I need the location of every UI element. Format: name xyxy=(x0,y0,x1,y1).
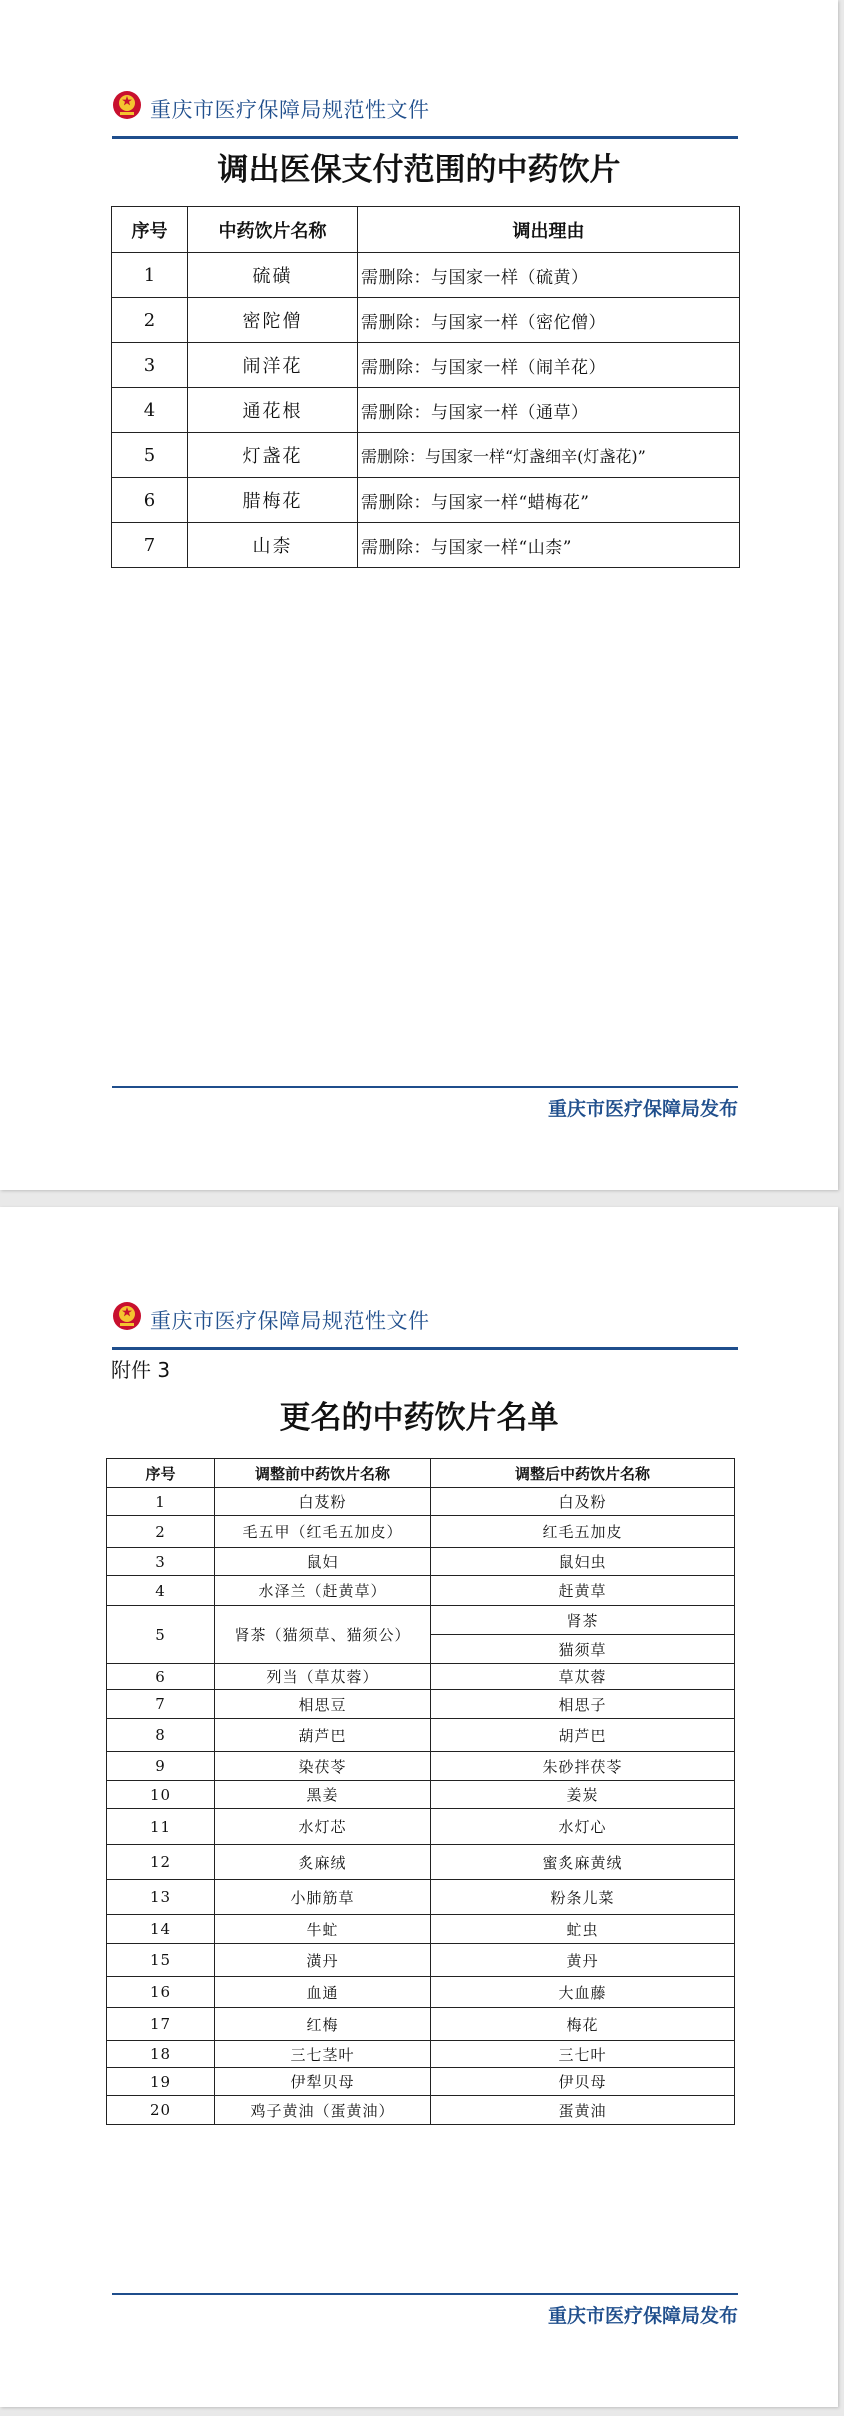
column-header: 序号 xyxy=(112,207,188,253)
name-after: 虻虫 xyxy=(431,1915,735,1944)
row-number: 14 xyxy=(107,1915,215,1944)
column-header: 调整前中药饮片名称 xyxy=(215,1459,431,1488)
table-row xyxy=(107,1516,735,1548)
name-after: 草苁蓉 xyxy=(431,1664,735,1690)
table-row xyxy=(107,1690,735,1719)
herb-name: 腊梅花 xyxy=(188,478,358,523)
table-row xyxy=(107,2068,735,2096)
table-row xyxy=(107,1548,735,1576)
name-before: 炙麻绒 xyxy=(215,1845,431,1880)
national-emblem-icon xyxy=(112,1301,142,1331)
row-number: 4 xyxy=(107,1576,215,1606)
name-after: 赶黄草 xyxy=(431,1576,735,1606)
document-page-1 xyxy=(0,0,838,1190)
table-row xyxy=(107,1845,735,1880)
row-number: 18 xyxy=(107,2041,215,2068)
name-before: 相思豆 xyxy=(215,1690,431,1719)
table-row xyxy=(107,1752,735,1781)
name-after: 朱砂拌茯苓 xyxy=(431,1752,735,1781)
herb-name: 山柰 xyxy=(188,523,358,568)
column-header: 中药饮片名称 xyxy=(188,207,358,253)
header-title: 重庆市医疗保障局规范性文件 xyxy=(150,98,430,122)
table-row xyxy=(107,1944,735,1977)
name-before: 红梅 xyxy=(215,2008,431,2041)
page-header xyxy=(112,1297,738,1350)
row-number: 7 xyxy=(112,523,188,568)
row-number: 11 xyxy=(107,1809,215,1845)
document-page-2 xyxy=(0,1207,838,2407)
name-after: 姜炭 xyxy=(431,1781,735,1809)
name-before: 毛五甲（红毛五加皮） xyxy=(215,1516,431,1548)
row-number: 19 xyxy=(107,2068,215,2096)
name-before: 血通 xyxy=(215,1977,431,2008)
row-number: 1 xyxy=(112,253,188,298)
row-number: 15 xyxy=(107,1944,215,1977)
table-row xyxy=(107,1488,735,1516)
row-number: 17 xyxy=(107,2008,215,2041)
table-row xyxy=(112,388,740,433)
table-row xyxy=(107,1664,735,1690)
table-row xyxy=(107,1915,735,1944)
row-number: 2 xyxy=(107,1516,215,1548)
table-row xyxy=(112,343,740,388)
row-number: 4 xyxy=(112,388,188,433)
name-before: 三七茎叶 xyxy=(215,2041,431,2068)
herb-name: 通花根 xyxy=(188,388,358,433)
renamed-herbs-table xyxy=(106,1458,735,2125)
removal-reason: 需删除：与国家一样“灯盏细辛(灯盏花)” xyxy=(358,433,740,478)
name-before: 潢丹 xyxy=(215,1944,431,1977)
name-before: 肾茶（猫须草、猫须公） xyxy=(215,1606,431,1664)
row-number: 6 xyxy=(107,1664,215,1690)
name-after: 肾茶 xyxy=(431,1606,735,1635)
table-row xyxy=(112,478,740,523)
name-after: 粉条儿菜 xyxy=(431,1880,735,1915)
page-title: 更名的中药饮片名单 xyxy=(279,1400,559,1436)
name-after: 三七叶 xyxy=(431,2041,735,2068)
name-before: 鼠妇 xyxy=(215,1548,431,1576)
name-after: 相思子 xyxy=(431,1690,735,1719)
name-after: 黄丹 xyxy=(431,1944,735,1977)
herb-name: 闹洋花 xyxy=(188,343,358,388)
removal-reason: 需删除：与国家一样（密佗僧） xyxy=(358,298,740,343)
table-row xyxy=(107,1781,735,1809)
name-after: 蜜炙麻黄绒 xyxy=(431,1845,735,1880)
name-before: 白芨粉 xyxy=(215,1488,431,1516)
removal-reason: 需删除：与国家一样（硫黄） xyxy=(358,253,740,298)
row-number: 7 xyxy=(107,1690,215,1719)
attachment-label: 附件 3 xyxy=(111,1358,171,1382)
row-number: 5 xyxy=(112,433,188,478)
name-before: 小肺筋草 xyxy=(215,1880,431,1915)
name-after: 鼠妇虫 xyxy=(431,1548,735,1576)
table-row xyxy=(107,1606,735,1635)
table-row xyxy=(107,2008,735,2041)
removed-herbs-table xyxy=(111,206,740,568)
name-before: 列当（草苁蓉） xyxy=(215,1664,431,1690)
table-row xyxy=(112,523,740,568)
table-row xyxy=(112,298,740,343)
national-emblem-icon xyxy=(112,90,142,120)
footer-publisher: 重庆市医疗保障局发布 xyxy=(547,2305,738,2327)
row-number: 8 xyxy=(107,1719,215,1752)
name-after: 大血藤 xyxy=(431,1977,735,2008)
table-row xyxy=(107,2096,735,2125)
name-after: 猫须草 xyxy=(431,1635,735,1664)
name-before: 牛虻 xyxy=(215,1915,431,1944)
table-row xyxy=(112,433,740,478)
table-header-row xyxy=(107,1459,735,1488)
name-after: 蛋黄油 xyxy=(431,2096,735,2125)
row-number: 3 xyxy=(112,343,188,388)
row-number: 9 xyxy=(107,1752,215,1781)
name-after: 胡芦巴 xyxy=(431,1719,735,1752)
table-row xyxy=(107,1977,735,2008)
page-footer xyxy=(112,2293,738,2327)
row-number: 10 xyxy=(107,1781,215,1809)
name-before: 葫芦巴 xyxy=(215,1719,431,1752)
name-before: 染茯苓 xyxy=(215,1752,431,1781)
table-row xyxy=(112,253,740,298)
removal-reason: 需删除：与国家一样（通草） xyxy=(358,388,740,433)
removal-reason: 需删除：与国家一样“山柰” xyxy=(358,523,740,568)
herb-name: 密陀僧 xyxy=(188,298,358,343)
row-number: 16 xyxy=(107,1977,215,2008)
table-header-row xyxy=(112,207,740,253)
name-before: 黑姜 xyxy=(215,1781,431,1809)
page-title: 调出医保支付范围的中药饮片 xyxy=(217,152,621,188)
row-number: 6 xyxy=(112,478,188,523)
row-number: 1 xyxy=(107,1488,215,1516)
page-header xyxy=(112,86,738,139)
row-number: 3 xyxy=(107,1548,215,1576)
name-before: 鸡子黄油（蛋黄油） xyxy=(215,2096,431,2125)
name-before: 伊犁贝母 xyxy=(215,2068,431,2096)
table-row xyxy=(107,1809,735,1845)
name-after: 伊贝母 xyxy=(431,2068,735,2096)
name-before: 水泽兰（赶黄草） xyxy=(215,1576,431,1606)
header-title: 重庆市医疗保障局规范性文件 xyxy=(150,1309,430,1333)
row-number: 5 xyxy=(107,1606,215,1664)
row-number: 13 xyxy=(107,1880,215,1915)
column-header: 调出理由 xyxy=(358,207,740,253)
page-footer xyxy=(112,1086,738,1120)
row-number: 12 xyxy=(107,1845,215,1880)
table-row xyxy=(107,1576,735,1606)
table-row xyxy=(107,1719,735,1752)
table-row xyxy=(107,2041,735,2068)
herb-name: 灯盏花 xyxy=(188,433,358,478)
name-after: 白及粉 xyxy=(431,1488,735,1516)
footer-publisher: 重庆市医疗保障局发布 xyxy=(547,1098,738,1120)
row-number: 20 xyxy=(107,2096,215,2125)
column-header: 调整后中药饮片名称 xyxy=(431,1459,735,1488)
removal-reason: 需删除：与国家一样“蜡梅花” xyxy=(358,478,740,523)
name-after: 红毛五加皮 xyxy=(431,1516,735,1548)
row-number: 2 xyxy=(112,298,188,343)
name-after: 水灯心 xyxy=(431,1809,735,1845)
name-after: 梅花 xyxy=(431,2008,735,2041)
column-header: 序号 xyxy=(107,1459,215,1488)
name-before: 水灯芯 xyxy=(215,1809,431,1845)
table-row xyxy=(107,1880,735,1915)
removal-reason: 需删除：与国家一样（闹羊花） xyxy=(358,343,740,388)
herb-name: 硫磺 xyxy=(188,253,358,298)
